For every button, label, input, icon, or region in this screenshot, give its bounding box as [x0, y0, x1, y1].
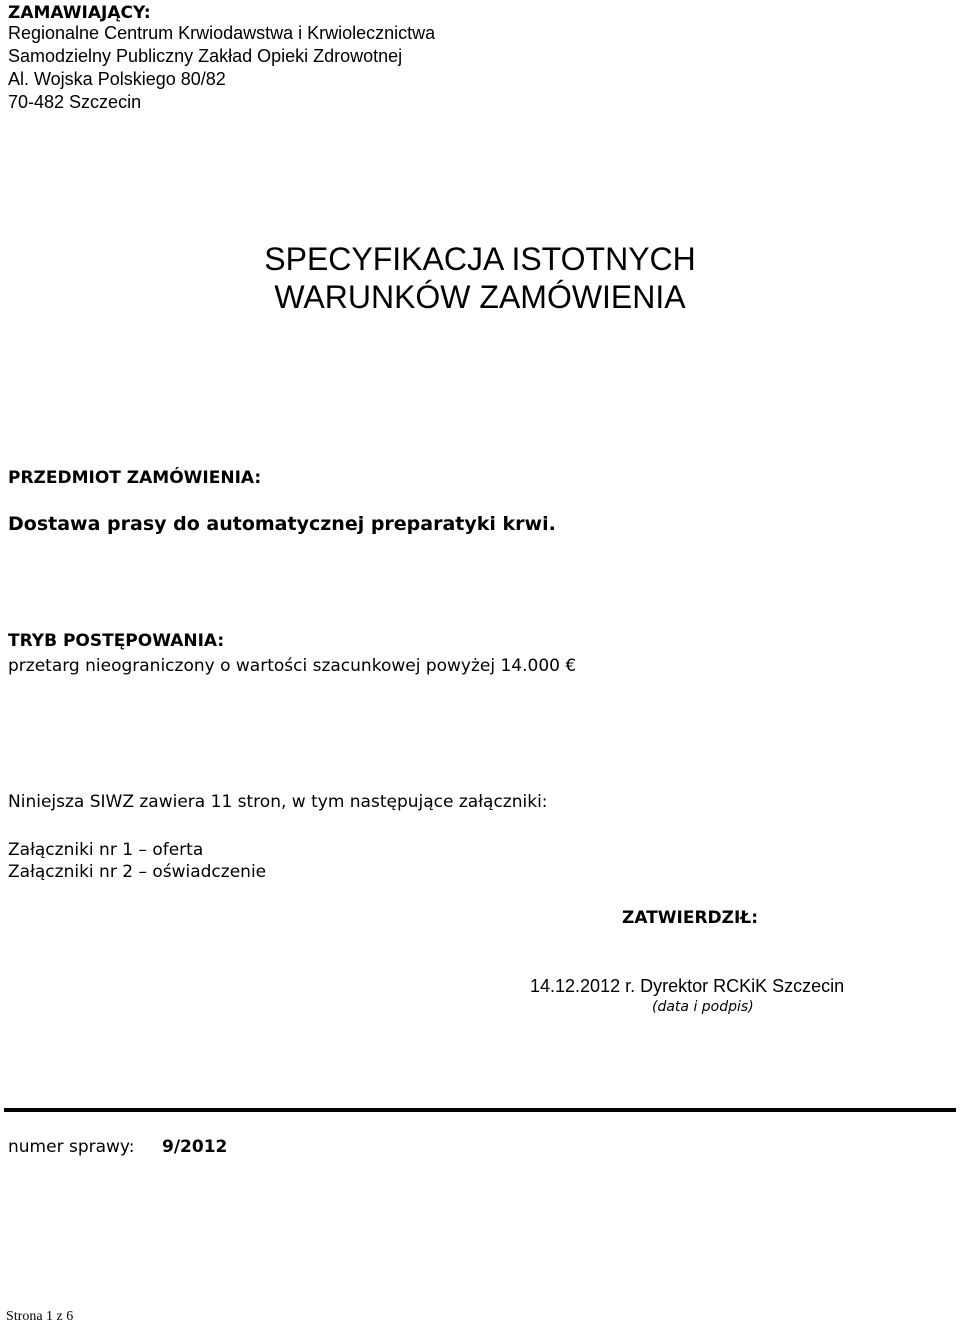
case-number-label: numer sprawy:	[8, 1137, 135, 1157]
authority-street-address: Al. Wojska Polskiego 80/82	[8, 69, 226, 89]
document-title-line-2: WARUNKÓW ZAMÓWIENIA	[274, 279, 686, 315]
contents-summary: Niniejsza SIWZ zawiera 11 stron, w tym następujące załączniki:	[8, 792, 548, 812]
document-title-line-1: SPECYFIKACJA ISTOTNYCH	[264, 241, 696, 277]
procedure-label: TRYB POSTĘPOWANIA:	[8, 631, 225, 651]
subject-label: PRZEDMIOT ZAMÓWIENIA:	[8, 468, 262, 488]
authority-name-line-2: Samodzielny Publiczny Zakład Opieki Zdrowotnej	[8, 46, 403, 66]
horizontal-divider	[4, 1108, 956, 1112]
signature-caption: (data i podpis)	[652, 999, 754, 1015]
attachment-item-2: Załączniki nr 2 – oświadczenie	[8, 862, 267, 882]
attachment-item-1: Załączniki nr 1 – oferta	[8, 840, 204, 860]
signature-line: 14.12.2012 r. Dyrektor RCKiK Szczecin	[530, 976, 845, 996]
contracting-authority-label: ZAMAWIAJĄCY:	[8, 3, 151, 23]
authority-name-line-1: Regionalne Centrum Krwiodawstwa i Krwiolecznictwa	[8, 23, 436, 43]
procedure-text: przetarg nieograniczony o wartości szacunkowej powyżej 14.000 €	[8, 656, 577, 676]
subject-text: Dostawa prasy do automatycznej preparatyki krwi.	[8, 513, 556, 535]
page-number-footer: Strona 1 z 6	[6, 1309, 74, 1324]
authority-city: 70-482 Szczecin	[8, 92, 142, 112]
case-number-value: 9/2012	[162, 1137, 228, 1157]
approval-label: ZATWIERDZIŁ:	[622, 908, 759, 928]
